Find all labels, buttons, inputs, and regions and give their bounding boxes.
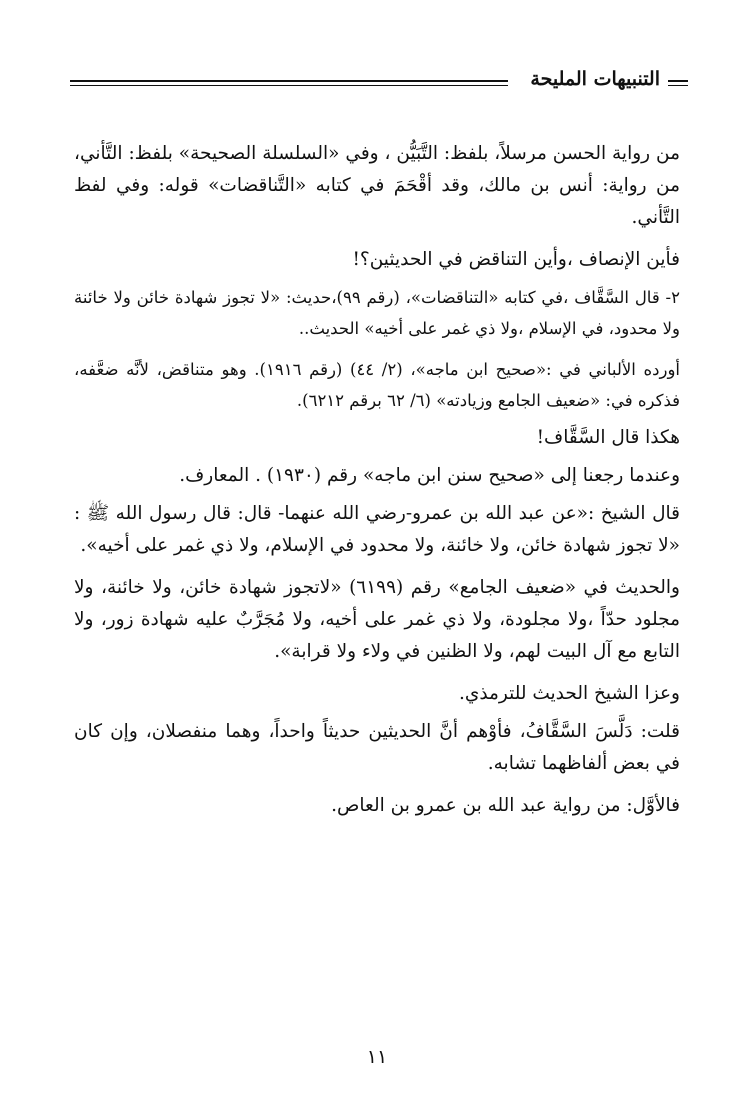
- page-number: ١١: [366, 1046, 388, 1068]
- paragraph-10: قلت: دَلَّسَ السَّقَّافُ، فأوْهم أنَّ الحديثين حديثاً واحداً، وهما منفصلان، وإن كان في بعض ألفاظهما تشابه.: [74, 721, 680, 774]
- header-dash: [668, 80, 688, 86]
- paragraph-1: من رواية الحسن مرسلاً، بلفظ: التَّبَيُّن ، وفي «السلسلة الصحيحة» بلفظ: التَّأني، من رواية: أنس بن مالك، وقد أقْحَمَ في كتابه «التَّناقضات» قوله: وفي لفظ التَّأني.: [74, 143, 680, 228]
- paragraph-6: وعندما رجعنا إلى «صحيح سنن ابن ماجه» رقم (١٩٣٠) . المعارف.: [179, 465, 680, 486]
- header-rule: [70, 80, 508, 86]
- paragraph-11: فالأوَّل: من رواية عبد الله بن عمرو بن العاص.: [331, 795, 680, 816]
- page-body: [74, 138, 680, 832]
- paragraph-8: والحديث في «ضعيف الجامع» رقم (٦١٩٩) «لاتجوز شهادة خائن، ولا خائنة، ولا مجلود حدّاً ،ولا مجلودة، ولا ذي غمر على أخيه، ولا مُجَرَّبٌ عليه شهادة زور، ولا التابع مع آل البيت لهم، ولا الظنين في ولاء ولا قرابة».: [74, 577, 680, 662]
- header-title: التنبيهات المليحة: [530, 68, 660, 90]
- running-header: [70, 68, 688, 98]
- paragraph-2: فأين الإنصاف ،وأين التناقض في الحديثين؟!: [352, 249, 680, 270]
- paragraph-9: وعزا الشيخ الحديث للترمذي.: [458, 683, 680, 704]
- paragraph-7: قال الشيخ :«عن عبد الله بن عمرو-رضي الله عنهما- قال: قال رسول الله ﷺ : «لا تجوز شهادة خائن، ولا خائنة، ولا محدود في الإسلام، ولا ذي غمر على أخيه».: [74, 503, 680, 556]
- paragraph-3: ٢- قال السَّقَّاف ،في كتابه «التناقضات»، (رقم ٩٩)،حديث: «لا تجوز شهادة خائن ولا خائنة ولا محدود، في الإسلام ،ولا ذي غمر على أخيه» الحديث..: [74, 288, 680, 338]
- paragraph-5: هكذا قال السَّقَّاف!: [536, 427, 680, 448]
- paragraph-4: أورده الألباني في :«صحيح ابن ماجه»، (٢/ ٤٤) (رقم ١٩١٦). وهو متناقض، لأنَّه ضعَّفه، فذكره في: «ضعيف الجامع وزيادته» (٦/ ٦٢ برقم ٦٢١٢).: [74, 360, 681, 410]
